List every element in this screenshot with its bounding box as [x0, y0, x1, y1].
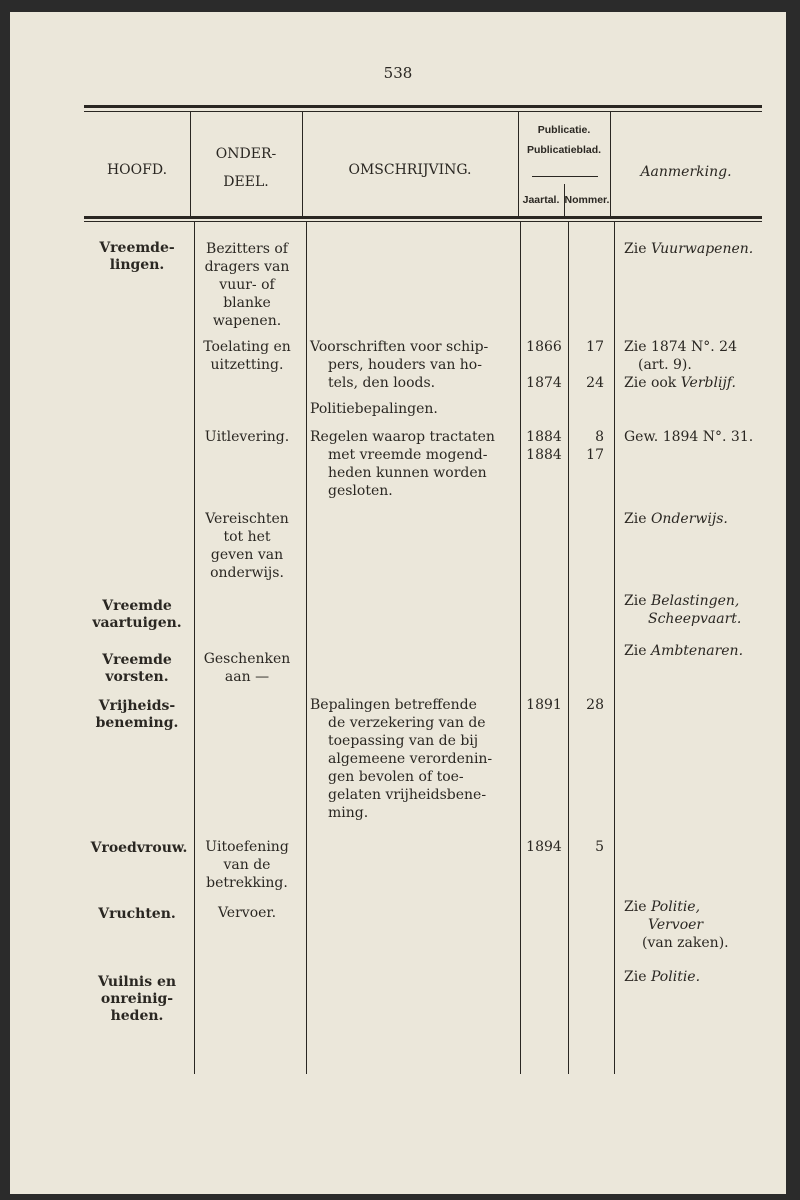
- nommer-5: 5: [595, 839, 604, 855]
- nommer-24: 24: [586, 375, 604, 391]
- header-publicatieblad: Publicatieblad.: [526, 144, 602, 156]
- onderdeel-uitoefening: Uitoefening van de betrekking.: [205, 839, 289, 891]
- onderdeel-bezitters: Bezitters of dragers van vuur- of blanke wapenen.: [204, 241, 290, 329]
- publicatie-rule: [532, 176, 598, 177]
- header-divider-1: [190, 112, 191, 216]
- hoofd-vruchten: Vruchten.: [98, 906, 176, 922]
- nommer-28: 28: [586, 697, 604, 713]
- top-rule-thin: [84, 111, 762, 112]
- hoofd-vuilnis: Vuilnis en onreinig- heden.: [97, 974, 177, 1024]
- top-rule-thick: [84, 105, 762, 108]
- hoofd-vrijheidsbeneming: Vrijheids- beneming.: [95, 698, 179, 731]
- nommer-17: 17: [586, 339, 604, 355]
- hoofd-vreemdelingen: Vreemde- lingen.: [99, 240, 175, 273]
- aanmerking-gew: Gew. 1894 N°. 31.: [624, 429, 754, 445]
- omschrijving-regelen: Regelen waarop tractaten met vreemde mogend- heden kunnen worden gesloten.: [310, 429, 495, 499]
- onderdeel-geschenken: Geschenken aan —: [203, 651, 291, 685]
- onderdeel-vervoer: Vervoer.: [217, 905, 277, 921]
- header-onderdeel-2: DEEL.: [223, 174, 269, 190]
- header-onderdeel-1: ONDER-: [215, 146, 277, 162]
- onderdeel-vereischten: Vereischten tot het geven van onderwijs.: [205, 511, 289, 581]
- page: [10, 12, 786, 1194]
- header-aanmerking: Aanmerking.: [640, 164, 732, 180]
- omschrijving-voorschriften: Voorschriften voor schip- pers, houders van ho- tels, den loods.: [310, 339, 489, 391]
- body-divider-2: [306, 222, 307, 1074]
- onderdeel-toelating: Toelating en uitzetting.: [203, 339, 291, 373]
- onderdeel-uitlevering: Uitlevering.: [204, 429, 290, 445]
- page-number: 538: [383, 64, 413, 82]
- jaartal-1874: 1874: [526, 375, 562, 391]
- aanmerking-toelating: Zie 1874 N°. 24 (art. 9). Zie ook Verblijf.: [624, 339, 737, 391]
- header-nommer: Nommer.: [564, 194, 610, 206]
- jaartal-1891: 1891: [526, 697, 562, 713]
- hoofd-vroedvrouw: Vroedvrouw.: [90, 840, 188, 856]
- header-hoofd: HOOFD.: [106, 162, 168, 178]
- header-publicatie: Publicatie.: [537, 124, 591, 136]
- omschrijving-bepalingen: Bepalingen betreffende de verzekering van de toepassing van de bij algemeene verordenin- gen bevolen of toe- gelaten vrijheidsbene- ming.: [310, 697, 493, 821]
- header-omschrijving: OMSCHRIJVING.: [348, 162, 472, 178]
- header-rule-thin: [84, 221, 762, 222]
- aanmerking-onderwijs: Zie Onderwijs.: [624, 511, 728, 527]
- aanmerking-vuurwapenen: Zie Vuurwapenen.: [624, 241, 754, 257]
- aanmerking-ambtenaren: Zie Ambtenaren.: [624, 643, 744, 659]
- body-divider-5: [614, 222, 615, 1074]
- jaartal-1884b: 1884: [526, 447, 562, 463]
- jaartal-1866: 1866: [526, 339, 562, 355]
- jaartal-1894: 1894: [526, 839, 562, 855]
- jaartal-1884a: 1884: [526, 429, 562, 445]
- header-jaartal: Jaartal.: [522, 194, 560, 206]
- header-rule-thick: [84, 216, 762, 219]
- nommer-8: 8: [595, 429, 604, 445]
- aanmerking-politie-vervoer: Zie Politie, Vervoer (van zaken).: [624, 899, 729, 951]
- hoofd-vreemde-vorsten: Vreemde vorsten.: [102, 652, 172, 685]
- hoofd-vreemde-vaartuigen: Vreemde vaartuigen.: [92, 598, 182, 631]
- aanmerking-politie: Zie Politie.: [624, 969, 701, 985]
- omschrijving-politiebepalingen: Politiebepalingen.: [310, 401, 438, 417]
- nommer-17b: 17: [586, 447, 604, 463]
- aanmerking-belastingen: Zie Belastingen, Scheepvaart.: [624, 593, 742, 627]
